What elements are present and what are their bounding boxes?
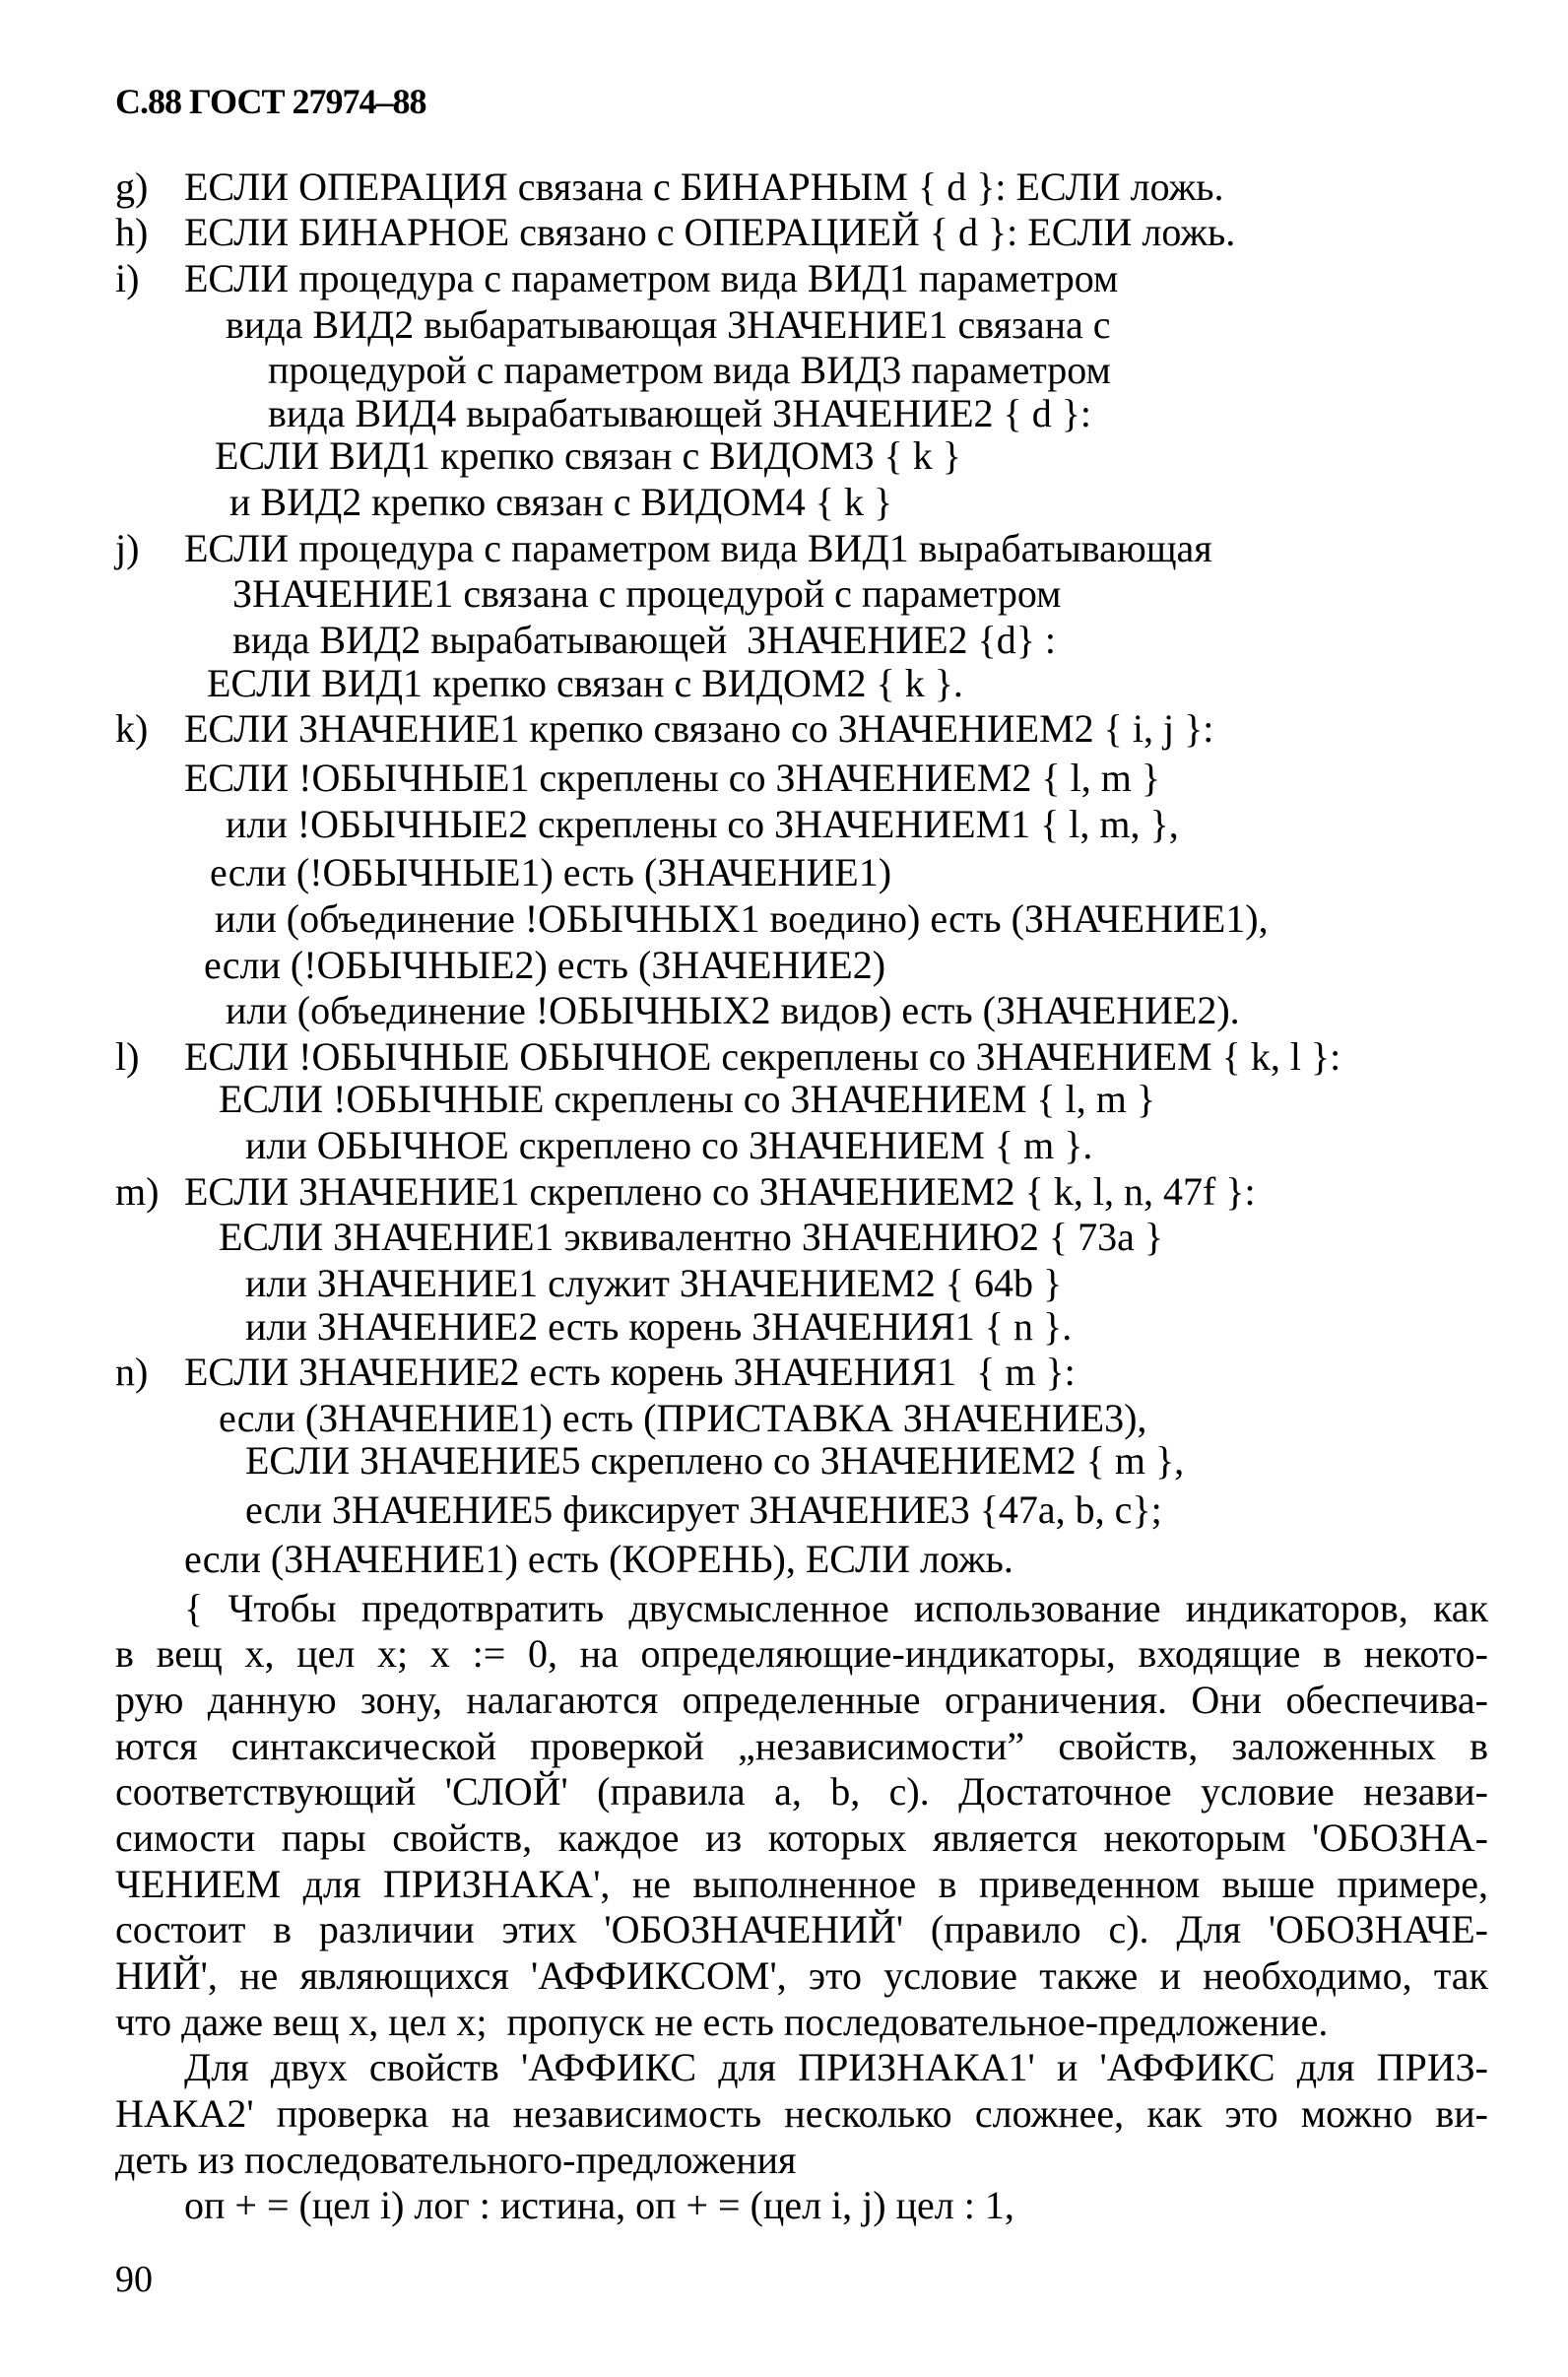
rule-line: вида ВИД2 вырабатывающей ЗНАЧЕНИЕ2 {d} : (232, 618, 1057, 662)
rule-line: процедурой с параметром вида ВИД3 параметром (268, 348, 1111, 392)
rule-line: ЕСЛИ ЗНАЧЕНИЕ1 скреплено со ЗНАЧЕНИЕМ2 { k, l, n, 47f }: (184, 1169, 1256, 1214)
paragraph-line: НАКА2' проверка на независимость несколько сложнее, как это можно ви- (115, 2091, 1488, 2136)
rule-line: если (ЗНАЧЕНИЕ1) есть (КОРЕНЬ), ЕСЛИ ложь. (184, 1537, 1013, 1581)
rule-line: ЕСЛИ !ОБЫЧНЫЕ ОБЫЧНОЕ секреплены со ЗНАЧЕНИЕМ { k, l }: (184, 1034, 1341, 1079)
rule-line: или (объединение !ОБЫЧНЫХ1 воедино) есть (ЗНАЧЕНИЕ1), (215, 896, 1269, 941)
rule-line: если ЗНАЧЕНИЕ5 фиксирует ЗНАЧЕНИЕ3 {47a, b, c}; (245, 1487, 1162, 1532)
rule-line: ЕСЛИ !ОБЫЧНЫЕ1 скреплены со ЗНАЧЕНИЕМ2 { l, m } (184, 756, 1161, 800)
paragraph-line: деть из последовательного-предложения (115, 2138, 797, 2182)
rule-line: и ВИД2 крепко связан с ВИДОМ4 { k } (229, 480, 893, 524)
rule-label-k: k) (115, 706, 149, 751)
rule-label-i: i) (115, 256, 140, 300)
rule-line: или ОБЫЧНОЕ скреплено со ЗНАЧЕНИЕМ { m }. (245, 1123, 1093, 1167)
rule-line: или (объединение !ОБЫЧНЫХ2 видов) есть (ЗНАЧЕНИЕ2). (226, 988, 1240, 1032)
rule-line: вида ВИД2 выбаратывающая ЗНАЧЕНИЕ1 связана с (226, 302, 1111, 347)
rule-line: если (ЗНАЧЕНИЕ1) есть (ПРИСТАВКА ЗНАЧЕНИЕ3), (219, 1396, 1147, 1440)
rule-line: или ЗНАЧЕНИЕ1 служит ЗНАЧЕНИЕМ2 { 64b } (245, 1261, 1063, 1305)
rule-line: ЕСЛИ ЗНАЧЕНИЕ1 эквивалентно ЗНАЧЕНИЮ2 { 73a } (219, 1215, 1164, 1259)
paragraph-line: что даже вещ x, цел x; пропуск не есть последовательное-предложение. (115, 2000, 1329, 2044)
rule-line: ЕСЛИ процедура с параметром вида ВИД1 параметром (184, 256, 1119, 300)
page-number: 90 (115, 2259, 153, 2300)
paragraph-line: { Чтобы предотвратить двусмысленное использование индикаторов, как (184, 1586, 1488, 1630)
page-header: С.88 ГОСТ 27974–88 (115, 82, 426, 121)
paragraph-line: в вещ x, цел x; x := 0, на определяющие-индикаторы, входящие в некото- (115, 1631, 1488, 1676)
rule-line: ЕСЛИ процедура с параметром вида ВИД1 вырабатывающая (184, 526, 1212, 570)
rule-line: ЕСЛИ ВИД1 крепко связан с ВИДОМ2 { k }. (207, 661, 963, 705)
rule-label-g: g) (115, 165, 149, 209)
paragraph-line: ются синтаксической проверкой „независимости” свойств, заложенных в (115, 1724, 1488, 1768)
paragraph-line: рую данную зону, налагаются определенные ограничения. Они обеспечива- (115, 1678, 1488, 1722)
rule-line: ЕСЛИ ОПЕРАЦИЯ связана с БИНАРНЫМ { d }: ЕСЛИ ложь. (184, 165, 1224, 209)
rule-line: вида ВИД4 вырабатывающей ЗНАЧЕНИЕ2 { d }: (268, 391, 1092, 435)
rule-line: ЕСЛИ ЗНАЧЕНИЕ1 крепко связано со ЗНАЧЕНИЕМ2 { i, j }: (184, 706, 1214, 751)
rule-line: ЕСЛИ ЗНАЧЕНИЕ5 скреплено со ЗНАЧЕНИЕМ2 { m }, (245, 1438, 1185, 1483)
rule-label-m: m) (115, 1169, 160, 1214)
rule-label-j: j) (115, 526, 140, 570)
rule-line: ЕСЛИ !ОБЫЧНЫЕ скреплены со ЗНАЧЕНИЕМ { l, m } (219, 1077, 1156, 1121)
paragraph-line: ЧЕНИЕМ для ПРИЗНАКА', не выполненное в приведенном выше примере, (115, 1862, 1488, 1906)
paragraph-line: симости пары свойств, каждое из которых является некоторым 'ОБОЗНА- (115, 1816, 1488, 1860)
rule-line: или ЗНАЧЕНИЕ2 есть корень ЗНАЧЕНИЯ1 { n }. (245, 1304, 1073, 1349)
rule-label-h: h) (115, 210, 149, 254)
rule-line: ЕСЛИ БИНАРНОЕ связано с ОПЕРАЦИЕЙ { d }: ЕСЛИ ложь. (184, 210, 1236, 254)
rule-line: если (!ОБЫЧНЫЕ2) есть (ЗНАЧЕНИЕ2) (204, 943, 886, 987)
rule-line: ЕСЛИ ВИД1 крепко связан с ВИДОМ3 { k } (215, 433, 961, 478)
rule-line: ЕСЛИ ЗНАЧЕНИЕ2 есть корень ЗНАЧЕНИЯ1 { m }: (184, 1350, 1076, 1394)
paragraph-line: состоит в различии этих 'ОБОЗНАЧЕНИЙ' (правило c). Для 'ОБОЗНАЧЕ- (115, 1907, 1488, 1951)
paragraph-line: Для двух свойств 'АФФИКС для ПРИЗНАКА1' и 'АФФИКС для ПРИЗ- (184, 2045, 1488, 2089)
paragraph-line: НИЙ', не являющихся 'АФФИКСОМ', это условие также и необходимо, так (115, 1953, 1488, 1998)
code-line: оп + = (цел i) лог : истина, оп + = (цел i, j) цел : 1, (184, 2183, 1014, 2227)
rule-line: или !ОБЫЧНЫЕ2 скреплены со ЗНАЧЕНИЕМ1 { l, m, }, (226, 802, 1179, 846)
rule-line: если (!ОБЫЧНЫЕ1) есть (ЗНАЧЕНИЕ1) (210, 850, 892, 894)
paragraph-line: соответствующий 'СЛОЙ' (правила a, b, c). Достаточное условие незави- (115, 1769, 1488, 1814)
rule-line: ЗНАЧЕНИЕ1 связана с процедурой с параметром (232, 571, 1062, 616)
rule-label-l: l) (115, 1034, 140, 1079)
rule-label-n: n) (115, 1350, 149, 1394)
